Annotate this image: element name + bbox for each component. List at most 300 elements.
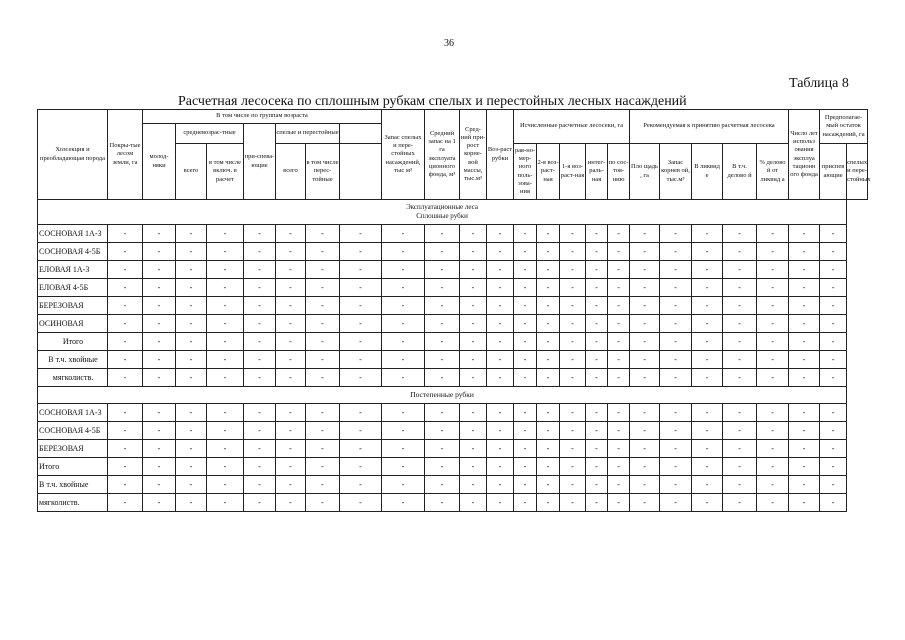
table-cell: - bbox=[176, 279, 207, 297]
header-stock-mature: Запас спелых и пере-стойных насаждений, тыс м³ bbox=[382, 110, 425, 200]
table-cell: - bbox=[537, 476, 560, 494]
table-cell: - bbox=[176, 404, 207, 422]
table-cell: - bbox=[487, 476, 514, 494]
table-cell: - bbox=[340, 440, 382, 458]
table-cell: - bbox=[630, 476, 660, 494]
table-cell: - bbox=[608, 440, 630, 458]
table-cell: - bbox=[586, 279, 608, 297]
table-cell: - bbox=[789, 494, 820, 512]
table-cell: - bbox=[608, 333, 630, 351]
table-cell: - bbox=[514, 261, 537, 279]
table-cell: - bbox=[660, 458, 692, 476]
table-cell: - bbox=[608, 225, 630, 243]
table-cell: - bbox=[108, 333, 143, 351]
header-maturing2: приспев ающие bbox=[820, 144, 847, 200]
table-cell: - bbox=[660, 333, 692, 351]
table-cell: - bbox=[692, 261, 723, 279]
table-cell: - bbox=[660, 297, 692, 315]
table-cell: - bbox=[176, 476, 207, 494]
table-cell: - bbox=[207, 494, 244, 512]
table-cell: - bbox=[460, 494, 487, 512]
table-cell: - bbox=[630, 333, 660, 351]
table-cell: - bbox=[425, 243, 460, 261]
table-cell: - bbox=[207, 261, 244, 279]
table-cell: - bbox=[207, 351, 244, 369]
table-cell: - bbox=[537, 422, 560, 440]
table-cell: - bbox=[143, 333, 176, 351]
table-cell: - bbox=[207, 458, 244, 476]
table-cell: - bbox=[757, 404, 789, 422]
table-cell: - bbox=[306, 458, 340, 476]
table-row bbox=[38, 422, 868, 440]
table-cell: - bbox=[340, 494, 382, 512]
table-cell: - bbox=[630, 261, 660, 279]
table-cell: - bbox=[586, 369, 608, 387]
table-cell: - bbox=[586, 351, 608, 369]
table-cell: - bbox=[425, 440, 460, 458]
header-spacer bbox=[340, 124, 382, 144]
table-cell: - bbox=[340, 297, 382, 315]
table-cell: - bbox=[276, 297, 306, 315]
table-cell: - bbox=[143, 225, 176, 243]
table-cell: - bbox=[382, 458, 425, 476]
table-cell: - bbox=[757, 315, 789, 333]
table-row bbox=[38, 351, 868, 369]
header-covered: Покры-тые лесом земли, га bbox=[108, 110, 143, 200]
table-cell: - bbox=[692, 458, 723, 476]
table-row bbox=[38, 243, 868, 261]
header-maturing: при-спева-ющие bbox=[244, 124, 276, 200]
table-cell: - bbox=[176, 243, 207, 261]
table-cell: - bbox=[425, 494, 460, 512]
table-cell: - bbox=[425, 261, 460, 279]
table-cell: - bbox=[630, 351, 660, 369]
table-cell: - bbox=[340, 476, 382, 494]
table-cell: - bbox=[487, 458, 514, 476]
table-cell: - bbox=[608, 494, 630, 512]
table-cell: - bbox=[425, 404, 460, 422]
table-cell: - bbox=[560, 458, 586, 476]
table-cell: - bbox=[108, 440, 143, 458]
table-cell: - bbox=[382, 422, 425, 440]
table-cell: - bbox=[692, 351, 723, 369]
row-label: ЕЛОВАЯ 1А-3 bbox=[38, 261, 108, 279]
table-cell: - bbox=[176, 297, 207, 315]
table-row bbox=[38, 440, 868, 458]
table-cell: - bbox=[425, 279, 460, 297]
header-middle-total: всего bbox=[176, 144, 207, 200]
table-cell: - bbox=[143, 315, 176, 333]
table-cell: - bbox=[108, 494, 143, 512]
table-cell: - bbox=[306, 243, 340, 261]
table-cell: - bbox=[244, 279, 276, 297]
table-cell: - bbox=[757, 458, 789, 476]
table-cell: - bbox=[723, 476, 757, 494]
table-cell: - bbox=[789, 243, 820, 261]
table-label: Таблица 8 bbox=[789, 76, 849, 91]
table-cell: - bbox=[207, 422, 244, 440]
header-incl-business: В т.ч. делово й bbox=[723, 144, 757, 200]
table-cell: - bbox=[487, 369, 514, 387]
header-recommended: Рекомендуемая к принятию расчетная лесосека bbox=[630, 110, 789, 144]
table-cell: - bbox=[723, 458, 757, 476]
table-cell: - bbox=[723, 261, 757, 279]
table-cell: - bbox=[340, 422, 382, 440]
table-cell: - bbox=[207, 279, 244, 297]
table-cell: - bbox=[514, 243, 537, 261]
table-cell: - bbox=[487, 297, 514, 315]
row-label: мягколиств. bbox=[38, 494, 108, 512]
table-cell: - bbox=[514, 297, 537, 315]
table-cell: - bbox=[586, 261, 608, 279]
table-cell: - bbox=[425, 422, 460, 440]
table-cell: - bbox=[757, 494, 789, 512]
table-cell: - bbox=[586, 333, 608, 351]
header-mature-total: всего bbox=[276, 144, 306, 200]
table-cell: - bbox=[340, 261, 382, 279]
table-cell: - bbox=[306, 422, 340, 440]
table-cell: - bbox=[660, 315, 692, 333]
table-cell: - bbox=[514, 333, 537, 351]
table-title: Расчетная лесосека по сплошным рубкам спелых и перестойных лесных насаждений bbox=[178, 94, 687, 109]
table-cell: - bbox=[425, 315, 460, 333]
table-cell: - bbox=[723, 422, 757, 440]
table-cell: - bbox=[630, 458, 660, 476]
table-cell: - bbox=[276, 476, 306, 494]
table-cell: - bbox=[207, 476, 244, 494]
table-cell: - bbox=[306, 333, 340, 351]
table-cell: - bbox=[537, 225, 560, 243]
table-cell: - bbox=[306, 297, 340, 315]
table-cell: - bbox=[382, 333, 425, 351]
table-cell: - bbox=[460, 404, 487, 422]
table-cell: - bbox=[143, 261, 176, 279]
table-cell: - bbox=[244, 494, 276, 512]
table-cell: - bbox=[460, 261, 487, 279]
table-cell: - bbox=[723, 243, 757, 261]
table-cell: - bbox=[207, 315, 244, 333]
table-cell: - bbox=[487, 494, 514, 512]
table-cell: - bbox=[460, 315, 487, 333]
table-cell: - bbox=[276, 404, 306, 422]
header-mature2: спелых и пере-стойных bbox=[847, 144, 868, 200]
table-cell: - bbox=[820, 261, 847, 279]
table-cell: - bbox=[306, 476, 340, 494]
table-cell: - bbox=[382, 440, 425, 458]
table-cell: - bbox=[176, 440, 207, 458]
table-cell: - bbox=[425, 458, 460, 476]
header-uniform-use: рав-но-мер-ного поль-зова-ния bbox=[514, 144, 537, 200]
row-label: БЕРЕЗОВАЯ bbox=[38, 440, 108, 458]
table-cell: - bbox=[789, 297, 820, 315]
table-cell: - bbox=[340, 369, 382, 387]
table-cell: - bbox=[207, 404, 244, 422]
section1-sub: Сплошные рубки bbox=[416, 212, 468, 220]
header-integral: интег-раль-ная bbox=[586, 144, 608, 200]
table-cell: - bbox=[789, 279, 820, 297]
table-cell: - bbox=[244, 315, 276, 333]
table-cell: - bbox=[176, 333, 207, 351]
table-cell: - bbox=[723, 369, 757, 387]
row-label: ОСИНОВАЯ bbox=[38, 315, 108, 333]
table-cell: - bbox=[630, 494, 660, 512]
table-cell: - bbox=[608, 243, 630, 261]
table-cell: - bbox=[757, 225, 789, 243]
table-cell: - bbox=[560, 333, 586, 351]
header-liquid: В ликвид е bbox=[692, 144, 723, 200]
table-cell: - bbox=[514, 404, 537, 422]
header-age-groups: В том числе по группам возраста bbox=[143, 110, 382, 124]
table-cell: - bbox=[244, 440, 276, 458]
table-cell: - bbox=[789, 315, 820, 333]
table-cell: - bbox=[487, 404, 514, 422]
header-middle-aged: средневозрас-тные bbox=[176, 124, 244, 144]
table-cell: - bbox=[692, 422, 723, 440]
table-cell: - bbox=[514, 422, 537, 440]
table-cell: - bbox=[789, 422, 820, 440]
section-gradual: Постепенные рубки bbox=[38, 387, 847, 404]
table-cell: - bbox=[820, 422, 847, 440]
table-cell: - bbox=[244, 333, 276, 351]
header-mature-over: спелые и перестойные bbox=[276, 124, 340, 144]
table-cell: - bbox=[820, 494, 847, 512]
row-label: В т.ч. хвойные bbox=[38, 351, 108, 369]
table-cell: - bbox=[608, 315, 630, 333]
row-label: В т.ч. хвойные bbox=[38, 476, 108, 494]
table-cell: - bbox=[789, 225, 820, 243]
table-cell: - bbox=[560, 243, 586, 261]
table-cell: - bbox=[630, 243, 660, 261]
table-cell: - bbox=[820, 404, 847, 422]
table-cell: - bbox=[560, 351, 586, 369]
table-cell: - bbox=[692, 494, 723, 512]
table-cell: - bbox=[757, 297, 789, 315]
table-cell: - bbox=[560, 225, 586, 243]
header-age1: 1-я воз-раст-ная bbox=[560, 144, 586, 200]
table-cell: - bbox=[789, 261, 820, 279]
table-cell: - bbox=[820, 351, 847, 369]
table-cell: - bbox=[586, 297, 608, 315]
table-cell: - bbox=[560, 494, 586, 512]
table-cell: - bbox=[514, 440, 537, 458]
table-cell: - bbox=[820, 458, 847, 476]
header-young: молод-няки bbox=[143, 124, 176, 200]
table-cell: - bbox=[820, 243, 847, 261]
table-cell: - bbox=[340, 351, 382, 369]
table-cell: - bbox=[692, 404, 723, 422]
table-cell: - bbox=[244, 458, 276, 476]
table-cell: - bbox=[340, 243, 382, 261]
table-cell: - bbox=[660, 440, 692, 458]
table-cell: - bbox=[757, 261, 789, 279]
table-cell: - bbox=[276, 369, 306, 387]
table-cell: - bbox=[244, 404, 276, 422]
table-cell: - bbox=[244, 369, 276, 387]
table-cell: - bbox=[487, 315, 514, 333]
table-cell: - bbox=[207, 333, 244, 351]
table-cell: - bbox=[757, 422, 789, 440]
table-cell: - bbox=[560, 279, 586, 297]
table-cell: - bbox=[660, 476, 692, 494]
table-cell: - bbox=[382, 369, 425, 387]
table-cell: - bbox=[108, 261, 143, 279]
table-cell: - bbox=[460, 297, 487, 315]
table-cell: - bbox=[820, 225, 847, 243]
table-cell: - bbox=[514, 279, 537, 297]
table-cell: - bbox=[108, 458, 143, 476]
table-cell: - bbox=[460, 243, 487, 261]
table-cell: - bbox=[108, 476, 143, 494]
table-cell: - bbox=[723, 225, 757, 243]
table-cell: - bbox=[820, 279, 847, 297]
header-condition: по сос-тоя-нию bbox=[608, 144, 630, 200]
table-cell: - bbox=[382, 494, 425, 512]
table-cell: - bbox=[108, 351, 143, 369]
table-cell: - bbox=[723, 279, 757, 297]
table-cell: - bbox=[789, 369, 820, 387]
table-cell: - bbox=[630, 440, 660, 458]
table-cell: - bbox=[176, 261, 207, 279]
table-cell: - bbox=[537, 440, 560, 458]
table-cell: - bbox=[514, 476, 537, 494]
table-cell: - bbox=[820, 333, 847, 351]
table-row bbox=[38, 261, 868, 279]
table-cell: - bbox=[425, 297, 460, 315]
table-cell: - bbox=[789, 440, 820, 458]
table-cell: - bbox=[560, 297, 586, 315]
table-cell: - bbox=[560, 369, 586, 387]
table-cell: - bbox=[820, 440, 847, 458]
table-row bbox=[38, 404, 868, 422]
table-cell: - bbox=[207, 440, 244, 458]
table-cell: - bbox=[789, 404, 820, 422]
table-row bbox=[38, 225, 868, 243]
table-cell: - bbox=[306, 315, 340, 333]
table-cell: - bbox=[630, 225, 660, 243]
table-cell: - bbox=[757, 243, 789, 261]
cutting-table bbox=[37, 109, 871, 512]
table-cell: - bbox=[108, 225, 143, 243]
table-cell: - bbox=[692, 440, 723, 458]
table-cell: - bbox=[276, 351, 306, 369]
table-cell: - bbox=[660, 422, 692, 440]
header-remaining: Предполагае-мый остаток насаждений, га bbox=[820, 110, 868, 144]
table-cell: - bbox=[630, 315, 660, 333]
table-cell: - bbox=[460, 279, 487, 297]
table-cell: - bbox=[108, 404, 143, 422]
table-cell: - bbox=[560, 404, 586, 422]
header-avg-increment: Сред-ний при-рост корне-вой массы, тыс.м³ bbox=[460, 110, 487, 200]
table-row bbox=[38, 458, 868, 476]
table-row bbox=[38, 297, 868, 315]
table-cell: - bbox=[108, 315, 143, 333]
table-cell: - bbox=[586, 225, 608, 243]
table-cell: - bbox=[692, 333, 723, 351]
table-cell: - bbox=[460, 351, 487, 369]
table-cell: - bbox=[630, 422, 660, 440]
table-cell: - bbox=[244, 351, 276, 369]
table-cell: - bbox=[586, 315, 608, 333]
row-label: Итого bbox=[38, 458, 108, 476]
table-cell: - bbox=[382, 225, 425, 243]
table-cell: - bbox=[608, 422, 630, 440]
table-cell: - bbox=[425, 225, 460, 243]
table-cell: - bbox=[630, 404, 660, 422]
table-cell: - bbox=[460, 333, 487, 351]
table-cell: - bbox=[143, 440, 176, 458]
table-cell: - bbox=[514, 494, 537, 512]
table-cell: - bbox=[789, 351, 820, 369]
row-label: СОСНОВАЯ 4-5Б bbox=[38, 243, 108, 261]
table-cell: - bbox=[723, 297, 757, 315]
table-cell: - bbox=[692, 279, 723, 297]
table-cell: - bbox=[537, 333, 560, 351]
table-cell: - bbox=[244, 243, 276, 261]
table-cell: - bbox=[382, 351, 425, 369]
table-cell: - bbox=[487, 333, 514, 351]
table-cell: - bbox=[586, 458, 608, 476]
table-cell: - bbox=[560, 315, 586, 333]
table-cell: - bbox=[537, 243, 560, 261]
table-cell: - bbox=[537, 279, 560, 297]
table-cell: - bbox=[608, 351, 630, 369]
header-cutting-age: Воз-раст рубки bbox=[487, 110, 514, 200]
table-cell: - bbox=[487, 422, 514, 440]
table-cell: - bbox=[143, 297, 176, 315]
table-cell: - bbox=[340, 404, 382, 422]
table-cell: - bbox=[108, 422, 143, 440]
table-cell: - bbox=[306, 494, 340, 512]
table-cell: - bbox=[537, 369, 560, 387]
table-cell: - bbox=[340, 458, 382, 476]
table-cell: - bbox=[630, 369, 660, 387]
table-cell: - bbox=[487, 225, 514, 243]
section-exploitation bbox=[38, 200, 847, 225]
table-cell: - bbox=[487, 279, 514, 297]
table-cell: - bbox=[108, 279, 143, 297]
table-cell: - bbox=[176, 458, 207, 476]
table-cell: - bbox=[382, 315, 425, 333]
table-cell: - bbox=[276, 243, 306, 261]
table-cell: - bbox=[143, 494, 176, 512]
table-cell: - bbox=[276, 458, 306, 476]
table-cell: - bbox=[692, 476, 723, 494]
table-cell: - bbox=[487, 351, 514, 369]
table-cell: - bbox=[560, 261, 586, 279]
table-cell: - bbox=[723, 315, 757, 333]
table-cell: - bbox=[820, 476, 847, 494]
table-row bbox=[38, 333, 868, 351]
table-cell: - bbox=[692, 297, 723, 315]
row-label: БЕРЕЗОВАЯ bbox=[38, 297, 108, 315]
table-cell: - bbox=[276, 279, 306, 297]
table-cell: - bbox=[460, 369, 487, 387]
table-cell: - bbox=[382, 476, 425, 494]
table-cell: - bbox=[560, 476, 586, 494]
row-label: СОСНОВАЯ 1А-3 bbox=[38, 225, 108, 243]
table-cell: - bbox=[382, 279, 425, 297]
table-cell: - bbox=[143, 243, 176, 261]
row-label: Итого bbox=[38, 333, 108, 351]
table-cell: - bbox=[537, 494, 560, 512]
table-cell: - bbox=[537, 351, 560, 369]
table-cell: - bbox=[176, 351, 207, 369]
table-cell: - bbox=[176, 422, 207, 440]
table-cell: - bbox=[560, 422, 586, 440]
table-cell: - bbox=[537, 315, 560, 333]
table-cell: - bbox=[425, 369, 460, 387]
header-age2: 2-я воз-раст-ная bbox=[537, 144, 560, 200]
